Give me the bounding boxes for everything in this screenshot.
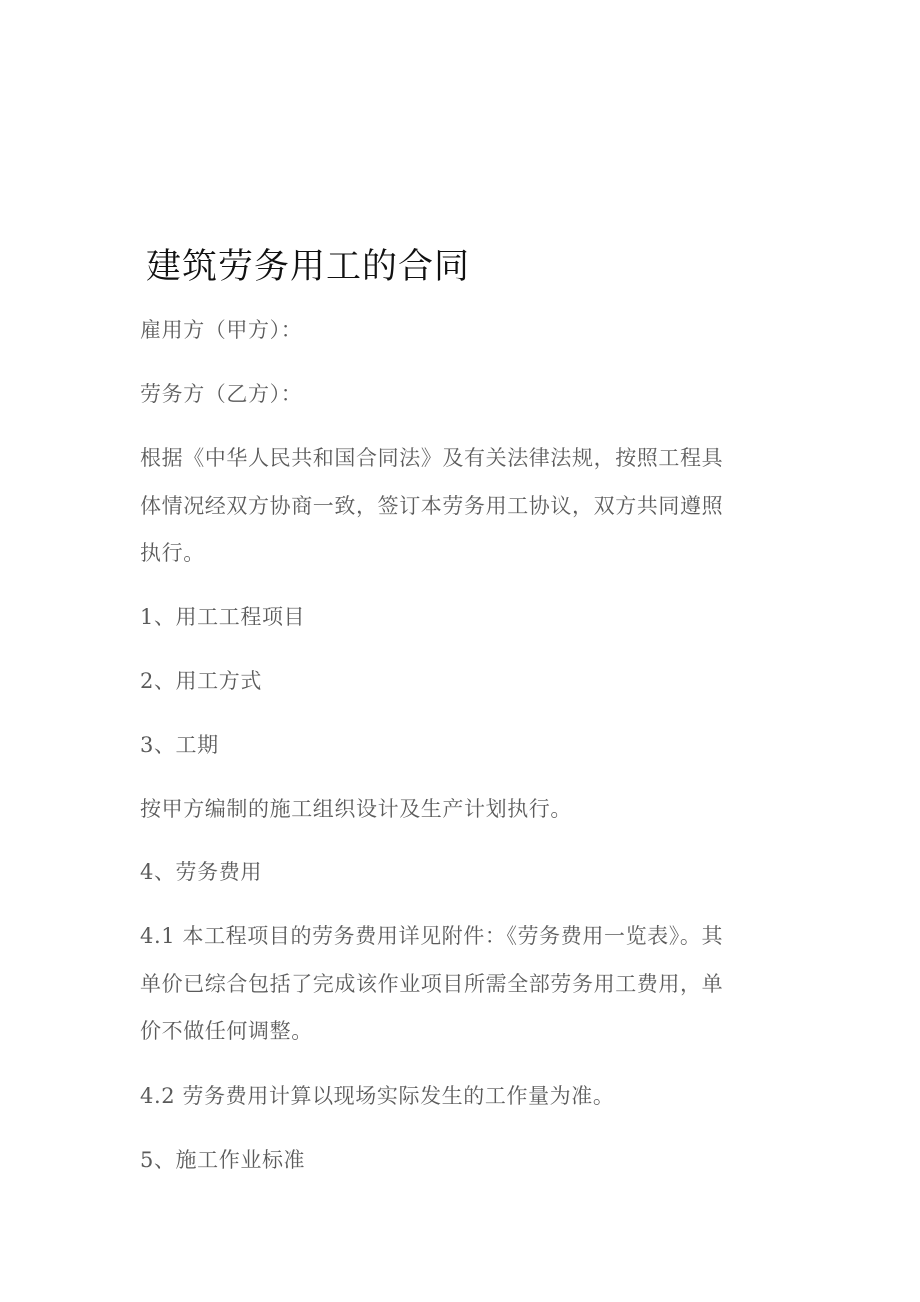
preamble-paragraph	[140, 435, 770, 578]
section-1-heading: 1、用工工程项目	[140, 605, 306, 629]
section-4-heading: 4、劳务费用	[140, 860, 262, 884]
section-4-1-line-2: 单价已综合包括了完成该作业项目所需全部劳务用工费用，单	[140, 971, 724, 996]
section-3-body: 按甲方编制的施工组织设计及生产计划执行。	[140, 797, 572, 821]
section-4-1-paragraph	[140, 913, 770, 1056]
section-4-1-line-3: 价不做任何调整。	[140, 1019, 313, 1043]
document-title: 建筑劳务用工的合同	[146, 247, 471, 287]
section-2-heading: 2、用工方式	[140, 669, 262, 693]
preamble-line-3: 执行。	[140, 541, 205, 565]
section-4-1-line-1: 4.1 本工程项目的劳务费用详见附件：《劳务费用一览表》。其	[140, 924, 724, 948]
section-4-2-paragraph: 4.2 劳务费用计算以现场实际发生的工作量为准。	[140, 1084, 615, 1108]
section-5-heading: 5、施工作业标准	[140, 1148, 306, 1172]
contractor-party-label: 劳务方（乙方）：	[140, 382, 303, 406]
preamble-line-1: 根据《中华人民共和国合同法》及有关法律法规，按照工程具	[140, 446, 724, 470]
employer-party-label: 雇用方（甲方）：	[140, 318, 303, 342]
preamble-line-2: 体情况经双方协商一致，签订本劳务用工协议，双方共同遵照	[140, 493, 724, 518]
section-3-heading: 3、工期	[140, 733, 219, 757]
